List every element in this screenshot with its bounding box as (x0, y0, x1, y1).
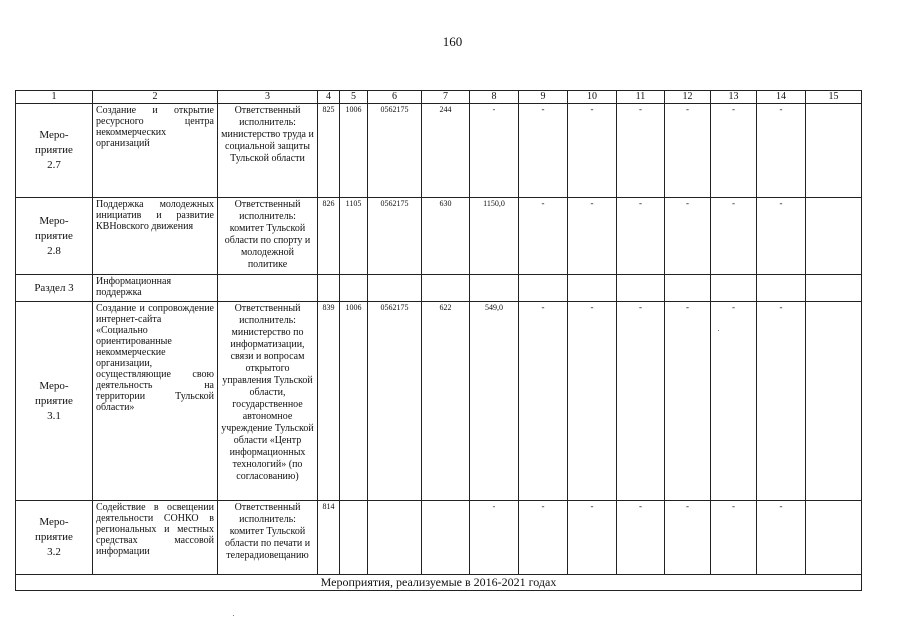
scan-speck (233, 615, 234, 616)
value-c7: 244 (422, 104, 470, 198)
value-c7: 622 (422, 302, 470, 501)
column-number-1: 1 (16, 91, 93, 104)
value-c14: - (757, 302, 806, 501)
column-number-13: 13 (711, 91, 757, 104)
value-c5 (340, 275, 368, 302)
value-c4 (318, 275, 340, 302)
value-c10 (568, 275, 617, 302)
table-row (16, 104, 862, 198)
value-c5 (340, 501, 368, 575)
measure-name: Поддержка молодежных инициатив и развитие КВНовского движения (93, 198, 218, 275)
measure-code: Меро- приятие 2.7 (16, 104, 93, 198)
measure-name: Информационная поддержка (93, 275, 218, 302)
value-c7: 630 (422, 198, 470, 275)
value-c14: - (757, 501, 806, 575)
column-number-5: 5 (340, 91, 368, 104)
responsible-executor: Ответственный исполнитель: комитет Тульской области по спорту и молодежной политике (218, 198, 318, 275)
value-c9: - (519, 104, 568, 198)
value-c15 (806, 302, 862, 501)
table-header-row (16, 91, 862, 104)
column-number-12: 12 (665, 91, 711, 104)
value-c7 (422, 501, 470, 575)
table-row (16, 275, 862, 302)
column-number-3: 3 (218, 91, 318, 104)
value-c6 (368, 275, 422, 302)
value-c6: 0562175 (368, 104, 422, 198)
value-c6: 0562175 (368, 198, 422, 275)
value-c4: 814 (318, 501, 340, 575)
value-c13: - (711, 198, 757, 275)
value-c9 (519, 275, 568, 302)
column-number-4: 4 (318, 91, 340, 104)
column-number-6: 6 (368, 91, 422, 104)
table-row (16, 302, 862, 501)
table-row (16, 501, 862, 575)
value-c6: 0562175 (368, 302, 422, 501)
value-c12: - (665, 302, 711, 501)
column-number-11: 11 (617, 91, 665, 104)
value-c11: - (617, 501, 665, 575)
value-c10: - (568, 104, 617, 198)
value-c10: - (568, 198, 617, 275)
value-c12: - (665, 501, 711, 575)
responsible-executor: Ответственный исполнитель: комитет Тульской области по печати и телерадиовещанию (218, 501, 318, 575)
value-c8 (470, 275, 519, 302)
measure-code: Меро- приятие 3.1 (16, 302, 93, 501)
column-number-7: 7 (422, 91, 470, 104)
value-c15 (806, 501, 862, 575)
column-number-2: 2 (93, 91, 218, 104)
value-c15 (806, 198, 862, 275)
value-c15 (806, 104, 862, 198)
responsible-executor (218, 275, 318, 302)
value-c11 (617, 275, 665, 302)
value-c13: - (711, 501, 757, 575)
section-caption: Мероприятия, реализуемые в 2016-2021 годах (16, 575, 862, 591)
value-c12 (665, 275, 711, 302)
measure-name: Создание и сопровождение интернет-сайта «Социально ориентированные некоммерческие организации, осуществляющие свою деятельность на территории Тульской области» (93, 302, 218, 501)
value-c13: - (711, 104, 757, 198)
value-c15 (806, 275, 862, 302)
value-c5: 1006 (340, 104, 368, 198)
value-c13 (711, 275, 757, 302)
value-c12: - (665, 198, 711, 275)
measure-name: Создание и открытие ресурсного центра некоммерческих организаций (93, 104, 218, 198)
value-c8: - (470, 501, 519, 575)
measure-code: Меро- приятие 2.8 (16, 198, 93, 275)
value-c4: 839 (318, 302, 340, 501)
column-number-14: 14 (757, 91, 806, 104)
value-c9: - (519, 302, 568, 501)
value-c12: - (665, 104, 711, 198)
measures-table (15, 90, 862, 591)
column-number-8: 8 (470, 91, 519, 104)
value-c11: - (617, 198, 665, 275)
value-c9: - (519, 198, 568, 275)
value-c10: - (568, 501, 617, 575)
value-c8: 1150,0 (470, 198, 519, 275)
table-footer-row (16, 575, 862, 591)
value-c4: 825 (318, 104, 340, 198)
responsible-executor: Ответственный исполнитель: министерство труда и социальной защиты Тульской области (218, 104, 318, 198)
column-number-15: 15 (806, 91, 862, 104)
value-c9: - (519, 501, 568, 575)
value-c6 (368, 501, 422, 575)
page-number: 160 (442, 34, 463, 49)
value-c13: - (711, 302, 757, 501)
value-c8: - (470, 104, 519, 198)
value-c4: 826 (318, 198, 340, 275)
value-c11: - (617, 104, 665, 198)
column-number-10: 10 (568, 91, 617, 104)
value-c10: - (568, 302, 617, 501)
value-c7 (422, 275, 470, 302)
scan-speck (718, 330, 719, 331)
value-c11: - (617, 302, 665, 501)
measure-name: Содействие в освещении деятельности СОНКО в региональных и местных средствах массовой информации (93, 501, 218, 575)
column-number-9: 9 (519, 91, 568, 104)
value-c14: - (757, 198, 806, 275)
value-c8: 549,0 (470, 302, 519, 501)
value-c5: 1006 (340, 302, 368, 501)
measure-code: Меро- приятие 3.2 (16, 501, 93, 575)
value-c14: - (757, 104, 806, 198)
measure-code: Раздел 3 (16, 275, 93, 302)
table-row (16, 198, 862, 275)
responsible-executor: Ответственный исполнитель: министерство по информатизации, связи и вопросам открытого управления Тульской области, государственное автономное учреждение Тульской области «Центр информационных технологий» (по согласованию) (218, 302, 318, 501)
value-c5: 1105 (340, 198, 368, 275)
value-c14 (757, 275, 806, 302)
